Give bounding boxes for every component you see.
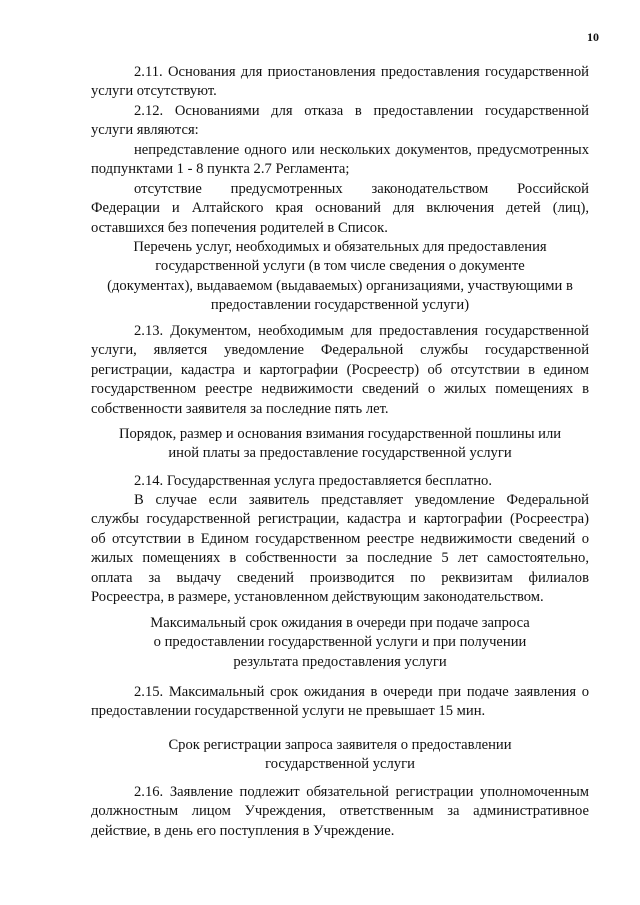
text-line: оплата за выдачу сведений производится по реквизитам филиалов [91, 569, 589, 586]
paragraph-2-12-item-2 [91, 180, 589, 238]
text-line: собственности заявителя за последние пять лет. [91, 400, 389, 417]
text-line: Росреестра, в размере, установленном действующим законодательством. [91, 588, 544, 605]
paragraph-2-12 [91, 102, 589, 141]
text-line: непредставление одного или нескольких документов, предусмотренных [134, 142, 589, 158]
section-heading-services [91, 238, 589, 316]
text-line: В случае если заявитель представляет уведомление Федеральной [134, 492, 589, 508]
heading-line: Срок регистрации запроса заявителя о предоставлении [168, 737, 512, 753]
text-line: действие, в день его поступления в Учреждение. [91, 822, 395, 839]
text-line: должностным лицом Учреждения, ответственным за административное [91, 803, 589, 820]
text-line: услуги являются: [91, 122, 199, 139]
heading-line: (документах), выдаваемом (выдаваемых) организациями, участвующими в [107, 277, 573, 294]
text-line: Федерации и Алтайского края оснований для включения детей (лиц), [91, 200, 589, 217]
text-line: об отсутствии в Едином государственном реестре недвижимости сведений о [91, 530, 589, 547]
text-line: жилых помещениях в собственности за последние 5 лет самостоятельно, [91, 550, 589, 567]
heading-line: государственной услуги [265, 756, 415, 773]
text-line: отсутствие предусмотренных законодательством Российской [134, 181, 589, 197]
text-line: регистрации, кадастра и картографии (Росреестр) об отсутствии в едином [91, 361, 589, 378]
text-line: 2.13. Документом, необходимым для предоставления государственной [134, 323, 589, 339]
heading-line: о предоставлении государственной услуги и при получении [153, 634, 527, 651]
heading-line: иной платы за предоставление государственной услуги [168, 445, 512, 462]
heading-line: государственной услуги (в том числе сведения о документе [155, 258, 525, 275]
text-line: услуги, является уведомление Федеральной службы государственной [91, 342, 589, 359]
heading-line: Максимальный срок ожидания в очереди при подаче запроса [150, 615, 530, 631]
paragraph-2-12-item-1 [91, 141, 589, 180]
heading-line: Порядок, размер и основания взимания государственной пошлины или [118, 426, 562, 442]
page-number: 10 [587, 30, 599, 44]
text-line: оставшихся без попечения родителей в Список. [91, 219, 388, 236]
text-line: 2.15. Максимальный срок ожидания в очереди при подаче заявления о [134, 684, 589, 700]
text-line: 2.16. Заявление подлежит обязательной регистрации уполномоченным [134, 784, 589, 800]
text-line: 2.12. Основаниями для отказа в предоставлении государственной [134, 103, 589, 119]
heading-line: предоставлении государственной услуги) [210, 297, 470, 314]
paragraph-2-11 [91, 63, 589, 102]
paragraph-2-14-cont [91, 491, 589, 607]
paragraph-2-16 [91, 783, 589, 841]
heading-line: Перечень услуг, необходимых и обязательных для предоставления [133, 239, 547, 255]
paragraph-2-15 [91, 683, 589, 722]
text-line: службы государственной регистрации, кадастра и картографии (Росреестра) [91, 511, 589, 528]
section-heading-fee [91, 425, 589, 464]
text-line: подпунктами 1 - 8 пункта 2.7 Регламента; [91, 161, 350, 178]
text-line: государственном реестре недвижимости сведений о жилых помещениях в [91, 381, 589, 398]
text-line: 2.11. Основания для приостановления предоставления государственной [134, 64, 589, 80]
section-heading-waiting-time [91, 614, 589, 672]
text-line: 2.14. Государственная услуга предоставляется бесплатно. [134, 473, 493, 489]
paragraph-2-13 [91, 322, 589, 419]
text-line: услуги отсутствуют. [91, 83, 217, 100]
section-heading-registration-time [91, 736, 589, 775]
text-line: предоставлении государственной услуги не превышает 15 мин. [91, 703, 486, 720]
paragraph-2-14 [91, 472, 589, 491]
heading-line: результата предоставления услуги [233, 653, 447, 670]
